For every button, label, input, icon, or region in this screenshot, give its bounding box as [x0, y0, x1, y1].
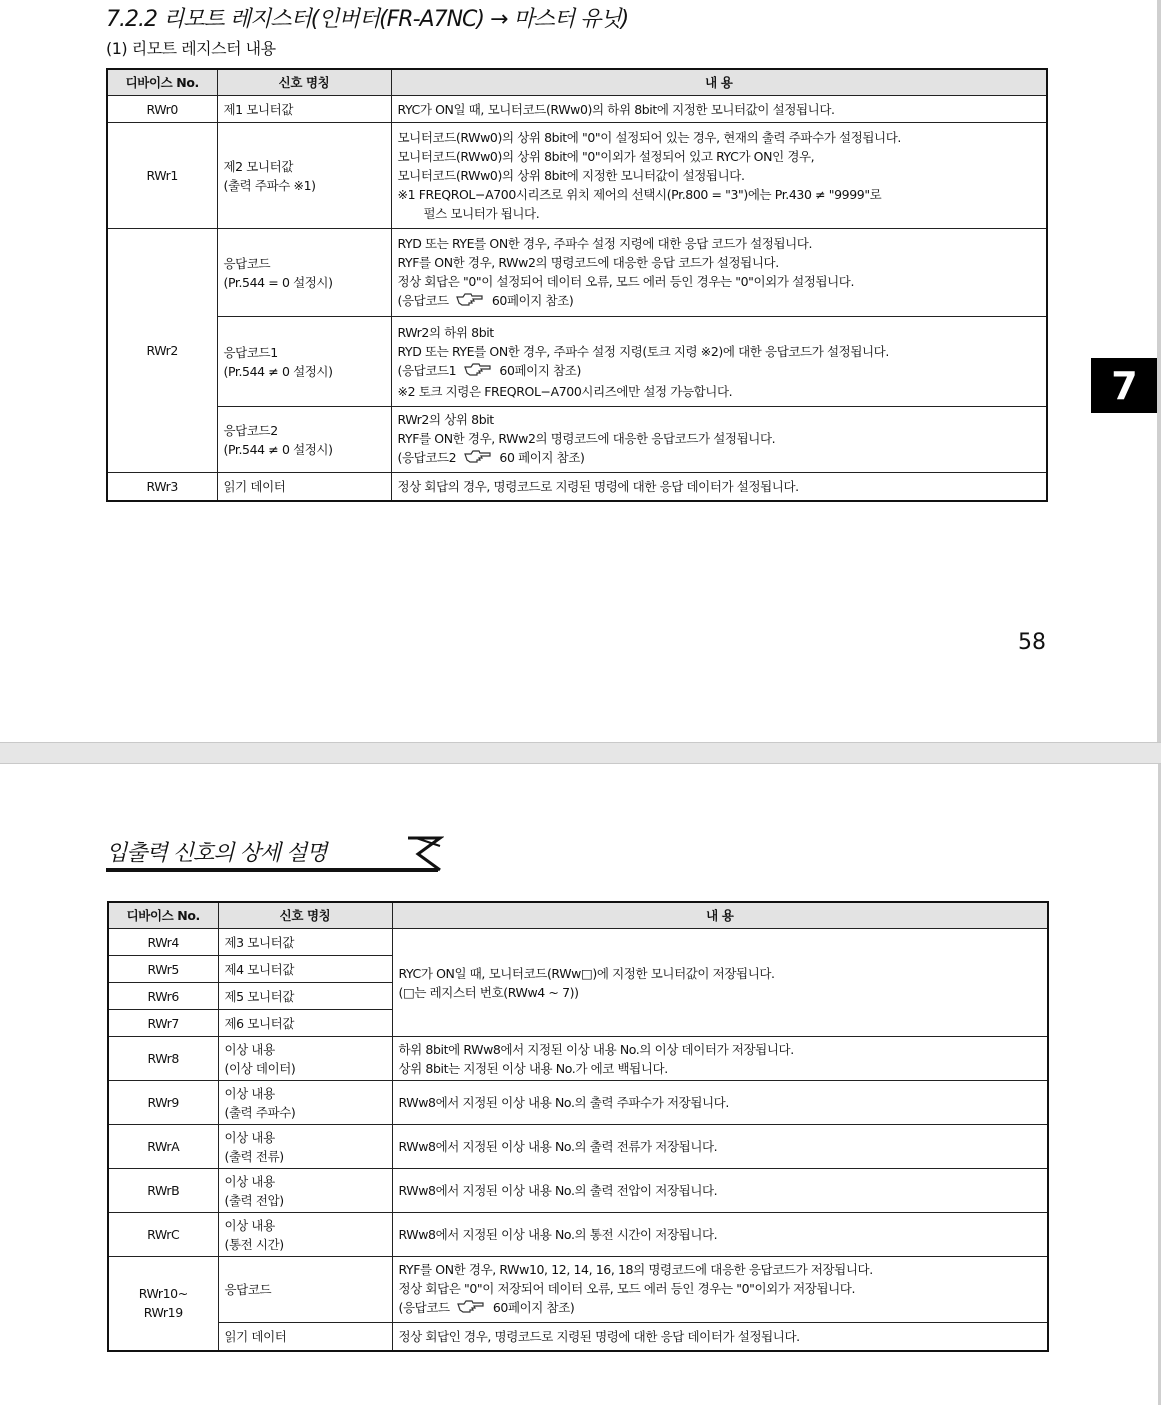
content-line: RWr2의 상위 8bit [397, 412, 494, 427]
signal-name-line: 이상 내용 [224, 1173, 275, 1189]
table-row-rwr8 [108, 1037, 1048, 1081]
reference-label: (응답코드2 [397, 450, 457, 465]
table-row-rwr9 [108, 1081, 1048, 1125]
section-header: 입출력 신호의 상세 설명 [106, 841, 327, 866]
signal-name: 읽기 데이터 [217, 473, 391, 501]
content-line: 하위 8bit에 RWw8에서 지정된 이상 내용 No.의 이상 데이터가 저장됩니다. [398, 1041, 794, 1057]
device-no-line: RWr10~ [138, 1286, 188, 1302]
pointing-hand-icon [456, 291, 484, 312]
signal-name: 제5 모니터값 [218, 983, 392, 1010]
signal-name [218, 1125, 392, 1169]
table-row-rwr0 [107, 96, 1047, 123]
table-row-rwra [108, 1125, 1048, 1169]
signal-name [217, 123, 391, 229]
signal-name-line: (출력 전압) [224, 1192, 284, 1208]
signal-name: 제6 모니터값 [218, 1010, 392, 1037]
signal-name-line: (Pr.544 ≠ 0 설정시) [223, 363, 333, 379]
page-reference [398, 448, 1041, 469]
content-cell [391, 407, 1047, 473]
pointing-hand-icon [464, 361, 492, 382]
content-line: RYD 또는 RYE를 ON한 경우, 주파수 설정 지령에 대한 응답 코드가 설정됩니다. [397, 235, 813, 251]
reference-page: 60페이지 참조) [491, 292, 574, 308]
table-row-rwr10-read-data [108, 1323, 1048, 1351]
section-header-rule [106, 868, 438, 872]
device-no-line: RWr19 [143, 1305, 183, 1321]
header-device-no: 디바이스 No. [108, 902, 218, 929]
content-line: RWr2의 하위 8bit [397, 324, 494, 340]
signal-name-line: (출력 전류) [224, 1148, 284, 1164]
table-header-row [108, 902, 1048, 929]
content-cell [391, 96, 1047, 123]
content-line: RWw8에서 지정된 이상 내용 No.의 출력 전류가 저장됩니다. [398, 1139, 718, 1154]
header-signal-name: 신호 명칭 [218, 902, 392, 929]
chapter-tab: 7 [1091, 358, 1158, 413]
signal-name [218, 1037, 392, 1081]
device-no: RWr2 [107, 229, 217, 473]
signal-name [218, 1213, 392, 1257]
signal-name-line: 제2 모니터값 [223, 158, 294, 174]
reference-page: 60페이지 참조) [499, 362, 581, 378]
signal-name [217, 229, 391, 317]
table-row-rwr4 [108, 929, 1048, 956]
device-no: RWrB [108, 1169, 218, 1213]
content-line: 모니터코드(RWw0)의 상위 8bit에 "0"이외가 설정되어 있고 RYC가 ON인 경우, [397, 149, 815, 164]
page-number: 58 [1018, 630, 1046, 655]
content-line: RWw8에서 지정된 이상 내용 No.의 출력 주파수가 저장됩니다. [398, 1095, 729, 1110]
device-no: RWr1 [107, 123, 217, 229]
signal-name: 제4 모니터값 [218, 956, 392, 983]
signal-name-line: (Pr.544 ≠ 0 설정시) [223, 441, 333, 457]
page-reference [398, 361, 1041, 382]
remote-register-table-1 [106, 68, 1048, 502]
content-cell [392, 1169, 1048, 1213]
signal-name-line: 응답코드2 [223, 422, 278, 438]
device-no: RWr4 [108, 929, 218, 956]
content-cell [392, 1257, 1048, 1323]
content-line: 모니터코드(RWw0)의 상위 8bit에 지정한 모니터값이 설정됩니다. [397, 168, 745, 183]
table-row-rwr10-response [108, 1257, 1048, 1323]
content-line: RYF를 ON한 경우, RWw2의 명령코드에 대응한 응답 코드가 설정됩니다. [397, 254, 779, 270]
table-row-rwr2-response [107, 229, 1047, 317]
device-no: RWr6 [108, 983, 218, 1010]
signal-name: 제1 모니터값 [217, 96, 391, 123]
content-line: RYC가 ON일 때, 모니터코드(RWw0)의 하위 8bit에 지정한 모니터값이 설정됩니다. [397, 101, 835, 117]
page-reference [399, 1298, 1042, 1319]
page-59 [0, 764, 1158, 1405]
signal-name-line: (출력 주파수) [224, 1104, 296, 1120]
content-cell [391, 317, 1047, 407]
device-no [108, 1257, 218, 1351]
device-no: RWr7 [108, 1010, 218, 1037]
device-no: RWr9 [108, 1081, 218, 1125]
signal-name-line: (출력 주파수 ※1) [223, 177, 316, 193]
table-row-rwr1 [107, 123, 1047, 229]
content-cell [392, 1081, 1048, 1125]
signal-name-line: 이상 내용 [224, 1217, 275, 1233]
pointing-hand-icon [464, 448, 492, 469]
signal-name: 응답코드 [218, 1257, 392, 1323]
content-line: RYD 또는 RYE를 ON한 경우, 주파수 설정 지령(토크 지령 ※2)에 대한 응답코드가 설정됩니다. [397, 343, 889, 359]
header-device-no: 디바이스 No. [107, 69, 217, 96]
footnote-line: ※1 FREQROL−A700시리즈로 위치 제어의 선택시(Pr.800 = "3")에는 Pr.430 ≠ "9999"로 [397, 187, 882, 202]
content-cell [392, 1213, 1048, 1257]
signal-name-line: (Pr.544 = 0 설정시) [223, 274, 333, 290]
signal-name-line: 응답코드 [223, 255, 271, 271]
signal-name-line: 이상 내용 [224, 1041, 275, 1057]
section-header-mark-icon [404, 836, 444, 872]
device-no: RWr8 [108, 1037, 218, 1081]
device-no: RWr0 [107, 96, 217, 123]
remote-register-table-2 [107, 901, 1049, 1352]
reference-label: (응답코드 [398, 1300, 450, 1315]
header-signal-name: 신호 명칭 [217, 69, 391, 96]
table-row-rwrc [108, 1213, 1048, 1257]
device-no: RWrA [108, 1125, 218, 1169]
pointing-hand-icon [457, 1298, 485, 1319]
reference-page: 60페이지 참조) [492, 1300, 575, 1315]
table-row-rwr2-response1 [107, 317, 1047, 407]
content-line: (□는 레지스터 번호(RWw4 ~ 7)) [398, 984, 579, 1000]
content-cell [392, 1037, 1048, 1081]
reference-label: (응답코드 [397, 292, 449, 308]
table-header-row [107, 69, 1047, 96]
signal-name-line: 이상 내용 [224, 1085, 275, 1101]
signal-name-line: 이상 내용 [224, 1129, 275, 1145]
signal-name: 읽기 데이터 [218, 1323, 392, 1351]
reference-page: 60 페이지 참조) [499, 450, 585, 465]
reference-label: (응답코드1 [397, 362, 457, 378]
signal-name [218, 1169, 392, 1213]
content-line: RWw8에서 지정된 이상 내용 No.의 출력 전압이 저장됩니다. [398, 1183, 718, 1198]
subtitle: (1) 리모트 레지스터 내용 [106, 39, 276, 58]
device-no: RWr3 [107, 473, 217, 501]
content-line: 정상 회답인 경우, 명령코드로 지령된 명령에 대한 응답 데이터가 설정됩니다. [398, 1328, 800, 1344]
content-line: RWw8에서 지정된 이상 내용 No.의 통전 시간이 저장됩니다. [398, 1227, 718, 1242]
signal-name-line: (통전 시간) [224, 1236, 284, 1252]
signal-name-line: 응답코드1 [223, 344, 278, 360]
signal-name: 제3 모니터값 [218, 929, 392, 956]
device-no: RWr5 [108, 956, 218, 983]
content-cell [391, 123, 1047, 229]
content-line: RYF를 ON한 경우, RWw2의 명령코드에 대응한 응답코드가 설정됩니다. [397, 431, 776, 446]
footnote-line: 펄스 모니터가 됩니다. [423, 206, 540, 221]
signal-name [217, 317, 391, 407]
table-row-rwr3 [107, 473, 1047, 501]
content-line: 정상 회답은 "0"이 저장되어 데이터 오류, 모드 에러 등인 경우는 "0"이외가 저장됩니다. [398, 1281, 856, 1296]
content-line: 정상 회답은 "0"이 설정되어 데이터 오류, 모드 에러 등인 경우는 "0"이외가 설정됩니다. [397, 273, 855, 289]
content-cell [391, 473, 1047, 501]
content-line: 상위 8bit는 지정된 이상 내용 No.가 에코 백됩니다. [398, 1060, 668, 1076]
header-content: 내 용 [391, 69, 1047, 96]
signal-name [217, 407, 391, 473]
device-no: RWrC [108, 1213, 218, 1257]
content-line: 모니터코드(RWw0)의 상위 8bit에 "0"이 설정되어 있는 경우, 현재의 출력 주파수가 설정됩니다. [397, 130, 901, 145]
page-reference [398, 291, 1041, 312]
footnote-line: ※2 토크 지령은 FREQROL−A700시리즈에만 설정 가능합니다. [397, 383, 733, 399]
content-cell [392, 1125, 1048, 1169]
page-separator [0, 742, 1161, 764]
table-row-rwrb [108, 1169, 1048, 1213]
header-content: 내 용 [392, 902, 1048, 929]
content-line: RYC가 ON일 때, 모니터코드(RWw□)에 지정한 모니터값이 저장됩니다. [398, 965, 775, 981]
section-title: 7.2.2 리모트 레지스터(인버터(FR-A7NC) → 마스터 유닛) [106, 7, 629, 32]
signal-name [218, 1081, 392, 1125]
table-row-rwr2-response2 [107, 407, 1047, 473]
content-cell [391, 229, 1047, 317]
signal-name-line: (이상 데이터) [224, 1060, 296, 1076]
content-line: 정상 회답의 경우, 명령코드로 지령된 명령에 대한 응답 데이터가 설정됩니다. [397, 478, 799, 494]
content-cell [392, 1323, 1048, 1351]
content-cell [392, 929, 1048, 1037]
content-line: RYF를 ON한 경우, RWw10, 12, 14, 16, 18의 명령코드에 대응한 응답코드가 저장됩니다. [398, 1262, 873, 1277]
